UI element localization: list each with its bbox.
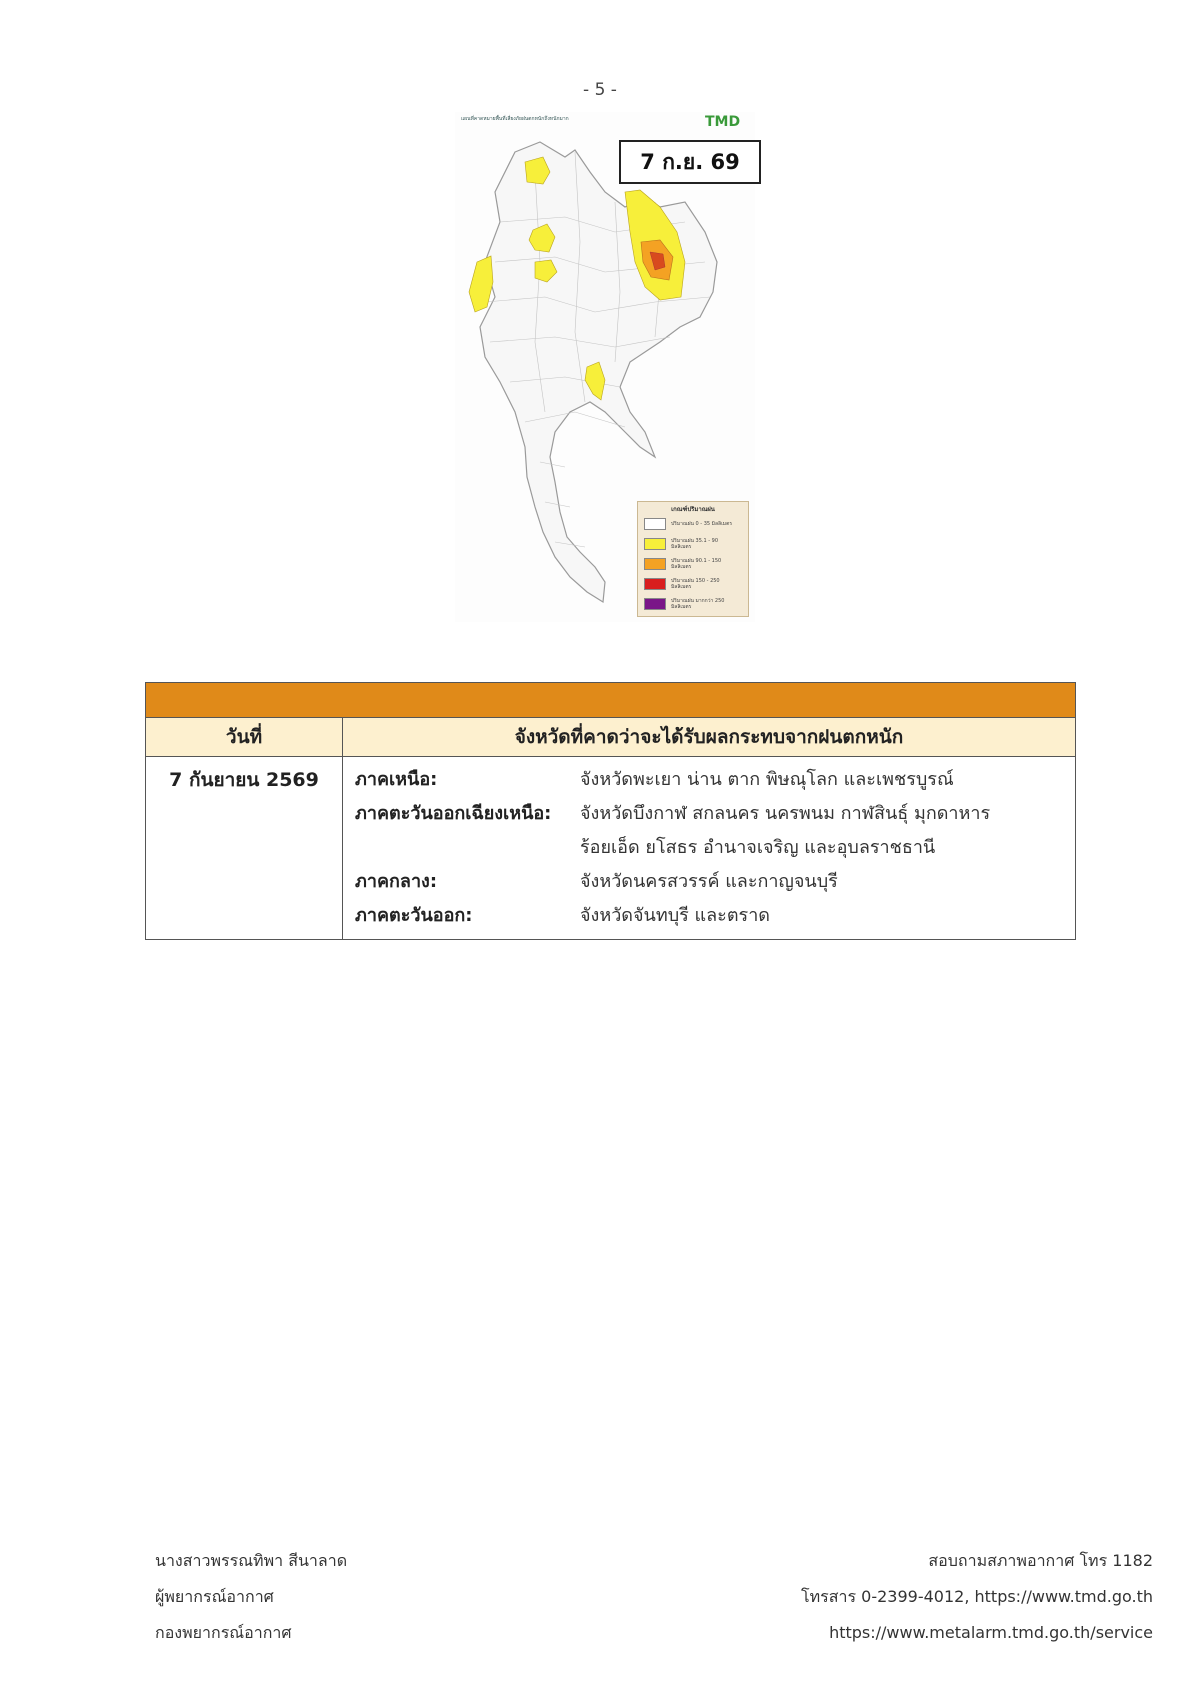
region-provinces: จังหวัดบึงกาฬ สกลนคร นครพนม กาฬสินธุ์ มุกดาหาร ร้อยเอ็ด ยโสธร อำนาจเจริญ และอุบลราชธานี <box>580 803 991 858</box>
footer-signature <box>155 1543 347 1651</box>
area-tak <box>469 256 493 312</box>
tmd-logo: TMD <box>705 114 741 130</box>
legend-item <box>644 574 742 594</box>
region-name: ภาคตะวันออกเฉียงเหนือ: <box>355 803 552 824</box>
contact-metalarm-link[interactable]: https://www.metalarm.tmd.go.th/service <box>829 1623 1153 1642</box>
region-line <box>355 763 1075 797</box>
legend-label: ปริมาณฝน มากกว่า 250 มิลลิเมตร <box>671 598 725 610</box>
legend-item <box>644 594 742 614</box>
table-header-row <box>146 718 1076 757</box>
region-name: ภาคเหนือ: <box>355 769 438 790</box>
legend-swatch <box>644 598 666 610</box>
table-banner <box>146 683 1076 718</box>
map-header-text: แผนที่คาดหมายพื้นที่เสี่ยงภัยฝนตกหนักถึงหนักมาก <box>461 116 569 122</box>
region-line <box>355 865 1075 899</box>
forecast-date: 7 กันยายน 2569 <box>146 757 343 940</box>
region-line <box>355 797 1075 865</box>
legend-swatch <box>644 578 666 590</box>
page-number: - 5 - <box>583 80 617 100</box>
legend-item <box>644 534 742 554</box>
legend-label: ปริมาณฝน 90.1 - 150 มิลลิเมตร <box>671 558 722 570</box>
region-name: ภาคกลาง: <box>355 871 438 892</box>
legend-item <box>644 554 742 574</box>
rain-risk-map <box>455 112 755 622</box>
forecaster-division: กองพยากรณ์อากาศ <box>155 1623 292 1642</box>
legend-title: เกณฑ์ปริมาณฝน <box>671 506 715 513</box>
forecast-table <box>145 682 1076 940</box>
footer-contact <box>801 1543 1153 1651</box>
forecaster-name: นางสาวพรรณทิพา สีนาลาด <box>155 1551 348 1570</box>
legend-swatch <box>644 558 666 570</box>
legend-label: ปริมาณฝน 0 - 35 มิลลิเมตร <box>671 521 733 527</box>
header-provinces: จังหวัดที่คาดว่าจะได้รับผลกระทบจากฝนตกหนัก <box>343 718 1076 757</box>
legend-swatch <box>644 518 666 530</box>
contact-phone: สอบถามสภาพอากาศ โทร 1182 <box>928 1551 1153 1570</box>
region-name: ภาคตะวันออก: <box>355 905 473 926</box>
legend-label: ปริมาณฝน 35.1 - 90 มิลลิเมตร <box>671 538 719 550</box>
regions-cell <box>343 757 1076 940</box>
region-provinces: จังหวัดนครสวรรค์ และกาญจนบุรี <box>580 871 838 892</box>
table-row <box>146 757 1076 940</box>
region-provinces: จังหวัดพะเยา น่าน ตาก พิษณุโลก และเพชรบูรณ์ <box>580 769 954 790</box>
forecaster-title: ผู้พยากรณ์อากาศ <box>155 1587 274 1606</box>
region-line <box>355 899 1075 933</box>
contact-fax-web: โทรสาร 0-2399-4012, https://www.tmd.go.th <box>801 1587 1153 1606</box>
legend-swatch <box>644 538 666 550</box>
map-legend <box>637 501 749 617</box>
legend-item <box>644 514 742 534</box>
legend-label: ปริมาณฝน 150 - 250 มิลลิเมตร <box>671 578 720 590</box>
region-provinces: จังหวัดจันทบุรี และตราด <box>580 905 770 926</box>
header-date: วันที่ <box>146 718 343 757</box>
map-date-stamp: 7 ก.ย. 69 <box>619 140 761 184</box>
